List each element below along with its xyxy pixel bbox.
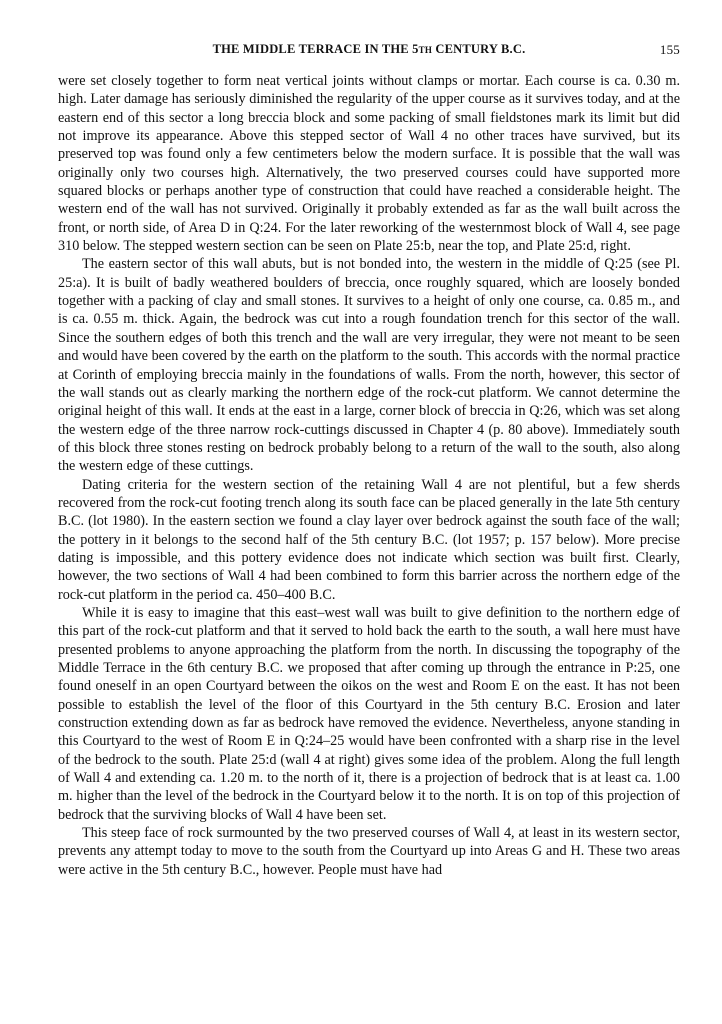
paragraph: The eastern sector of this wall abuts, but is not bonded into, the western in the middle of Q:25 (see Pl. 25:a). It is built of badly weathered boulders of breccia, once roughly squared, which are loosely bonded together with a packing of clay and small stones. It survives to a height of only one course, ca. 0.85 m., and is ca. 0.55 m. thick. Again, the bedrock was cut into a rough foundation trench for this sector of the wall. Since the southern edges of both this trench and the wall are very irregular, they were not meant to be seen and would have been covered by the earth on the platform to the south. This accords with the normal practice at Corinth of employing breccia mainly in the foundations of walls. From the north, however, this sector of the wall stands out as clearly marking the northern edge of the rock-cut platform. We cannot determine the original height of this wall. It ends at the east in a large, corner block of breccia in Q:26, which was set along the western edge of the three narrow rock-cuttings discussed in Chapter 4 (p. 80 above). Immediately south of this block three stones resting on bedrock probably belong to a return of the wall to the south, also along the western edge of these cuttings.: [58, 256, 680, 475]
paragraph: While it is easy to imagine that this east–west wall was built to give definition to the northern edge of this part of the rock-cut platform and that it served to hold back the earth to the south, a wall here must have presented problems to anyone approaching the platform from the north. In discussing the topography of the Middle Terrace in the 6th century B.C. we proposed that after coming up through the entrance in P:25, one found oneself in an open Courtyard between the oikos on the west and Room E on the east. It has not been possible to establish the level of the floor of this Courtyard in the 5th century B.C. Erosion and later construction extending down as far as bedrock have removed the evidence. Nevertheless, anyone standing in this Courtyard to the west of Room E in Q:24–25 would have been confronted with a sharp rise in the level of the bedrock to the south. Plate 25:d (wall 4 at right) gives some idea of the problem. Along the full length of Wall 4 and extending ca. 1.20 m. to the north of it, there is a projection of bedrock that is at least ca. 1.00 m. higher than the level of the bedrock in the Courtyard below it to the north. It is on top of this projection of bedrock that the surviving blocks of Wall 4 have been set.: [58, 604, 680, 823]
paragraph: were set closely together to form neat vertical joints without clamps or mortar. Each course is ca. 0.30 m. high. Later damage has seriously diminished the regularity of the upper course as it survives today, and at the eastern end of this sector a long breccia block and some packing of small fieldstones mark its limit but did not improve its appearance. Above this stepped sector of Wall 4 no other traces have survived, but its preserved top was found only a few centimeters below the modern surface. It is possible that the wall was originally only two courses high. Alternatively, the two preserved courses could have supported more squared blocks or perhaps another type of construction that could have reached a considerable height. The western end of the wall has not survived. Originally it probably extended as far as the wall built across the front, or north side, of Area D in Q:24. For the later reworking of the westernmost block of Wall 4, see page 310 below. The stepped western section can be seen on Plate 25:b, near the top, and Plate 25:d, right.: [58, 73, 680, 255]
body-text: [58, 72, 680, 879]
page-number: 155: [659, 42, 680, 57]
page-header: [58, 42, 680, 62]
paragraph: Dating criteria for the western section of the retaining Wall 4 are not plentiful, but a few sherds recovered from the rock-cut footing trench along its south face can be placed generally in the late 5th century B.C. (lot 1980). In the eastern section we found a clay layer over bedrock against the south face of the wall; the pottery in it belongs to the second half of the 5th century B.C. (lot 1957; p. 157 below). More precise dating is impossible, and this pottery evidence does not indicate which section was built first. Clearly, however, the two sections of Wall 4 had been combined to form this barrier across the northern edge of the rock-cut platform in the period ca. 450–400 B.C.: [58, 476, 680, 603]
running-title: THE MIDDLE TERRACE IN THE 5th CENTURY B.C.: [212, 42, 526, 56]
paragraph: This steep face of rock surmounted by the two preserved courses of Wall 4, at least in its western sector, prevents any attempt today to move to the south from the Courtyard up into Areas G and H. These two areas were active in the 5th century B.C., however. People must have had: [58, 825, 680, 878]
